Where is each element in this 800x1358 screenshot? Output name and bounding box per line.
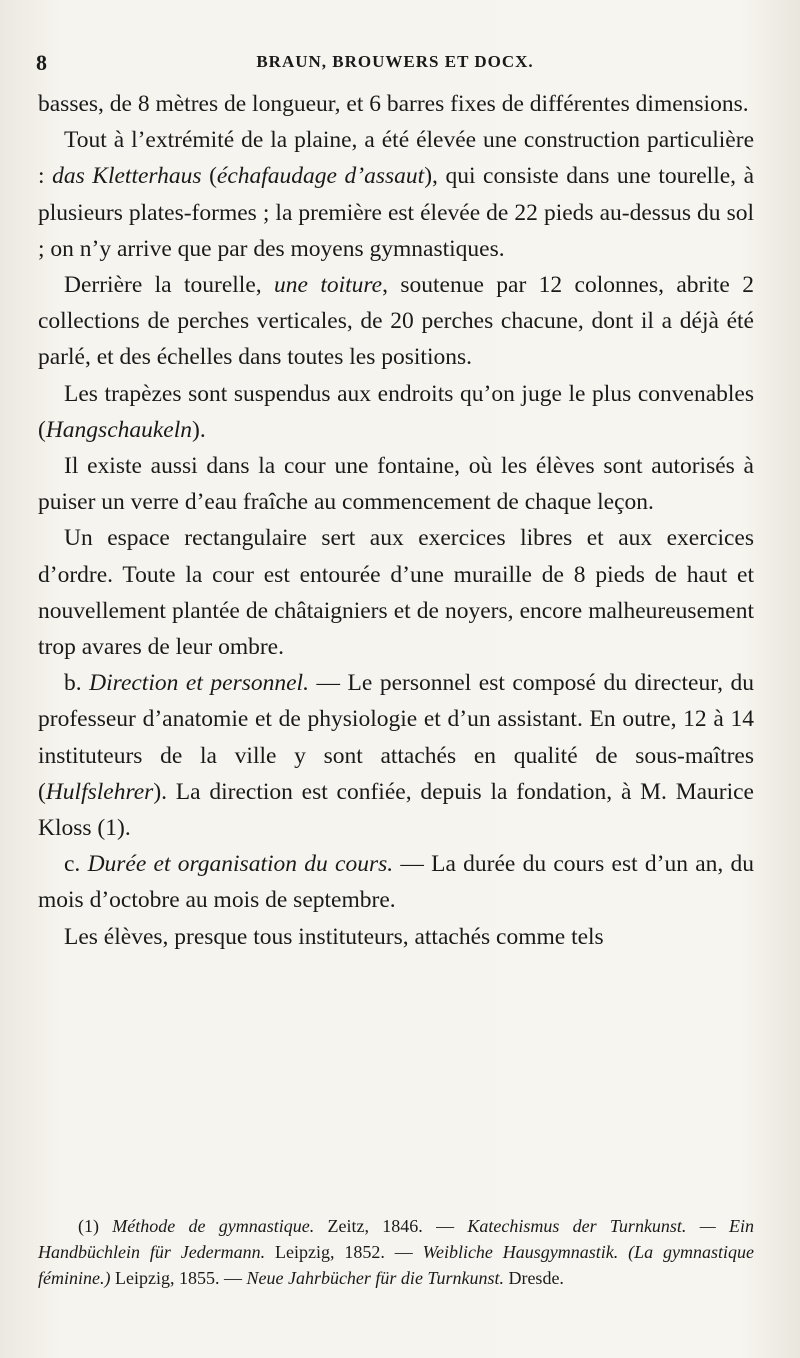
section-c-paragraph xyxy=(38,846,754,918)
text-span: , soutenue par 12 colonnes, abrite 2 collections de perches verticales, de 20 perches chacune, dont il a déjà été parlé, et des échelles dans toutes les positions. xyxy=(38,272,754,371)
text-span: Zeitz, 1846. — xyxy=(314,1216,468,1236)
section-heading: Direction et personnel. xyxy=(89,670,309,697)
section-b-paragraph xyxy=(38,665,754,846)
page-header xyxy=(36,50,754,74)
paragraph xyxy=(38,267,754,376)
text-span: — Le personnel est composé du directeur, du professeur d’anatomie et de physiologie et d’un assistant. En outre, 12 à 14 instituteurs de la ville y sont attachés en qualité de sous-maîtres ( xyxy=(38,670,754,805)
text-span: Derrière la tourelle, xyxy=(64,272,275,299)
paragraph xyxy=(38,919,754,955)
text-span: — La durée du cours est d’un an, du mois d’octobre au mois de septembre. xyxy=(38,851,755,914)
text-span: Les trapèzes sont suspendus aux endroits qu’on juge le plus convenables ( xyxy=(38,380,754,443)
paragraph xyxy=(38,376,754,448)
paragraph xyxy=(38,520,754,665)
text-span: ). La direction est confiée, depuis la fondation, à M. Maurice Kloss (1). xyxy=(38,778,754,842)
footnote xyxy=(38,1213,754,1291)
text-span: Tout à l’extrémité de la plaine, a été élevée une construction particulière : xyxy=(38,127,754,190)
section-letter: c. xyxy=(64,851,88,878)
paragraph xyxy=(38,448,754,520)
text-span: Les élèves, presque tous instituteurs, attachés comme tels xyxy=(64,923,604,950)
text-span: basses, de 8 mètres de longueur, et 6 barres fixes de différentes dimensions. xyxy=(38,91,749,117)
italic-term: das Kletterhaus xyxy=(52,163,202,190)
body-text xyxy=(38,86,754,955)
footnote-marker: (1) xyxy=(78,1216,113,1236)
italic-title: Méthode de gymnastique. xyxy=(112,1216,315,1236)
italic-title: Katechismus der Turnkunst. — Ein Handbüchlein für Jedermann. xyxy=(38,1216,754,1262)
italic-term: Hangschaukeln xyxy=(45,416,193,443)
footnotes xyxy=(38,1213,754,1291)
text-span: Dresde. xyxy=(503,1268,564,1288)
text-span: Leipzig, 1852. — xyxy=(265,1242,423,1262)
running-head: BRAUN, BROUWERS ET DOCX. xyxy=(256,52,534,71)
text-span: Il existe aussi dans la cour une fontaine, où les élèves sont autorisés à puiser un verre d’eau fraîche au commencement de chaque leçon. xyxy=(38,453,754,516)
text-span: Leipzig, 1855. — xyxy=(110,1268,247,1288)
italic-title: Neue Jahrbücher für die Turnkunst. xyxy=(246,1268,504,1288)
text-span: ). xyxy=(192,416,206,443)
italic-title: Weibliche Hausgymnastik. (La gymnastique féminine.) xyxy=(38,1242,754,1288)
italic-term: une toiture xyxy=(274,272,383,299)
text-span: ), qui consiste dans une tourelle, à plusieurs plates-formes ; la première est élevée de 22 pieds au-dessus du sol ; on n’y arrive que par des moyens gymnastiques. xyxy=(38,163,755,262)
paragraph xyxy=(38,122,754,267)
paragraph xyxy=(38,86,754,122)
page-number: 8 xyxy=(36,50,48,75)
text-span: Un espace rectangulaire sert aux exercices libres et aux exercices d’ordre. Toute la cour est entourée d’une muraille de 8 pieds de haut et nouvellement plantée de châtaigniers et de noyers, encore malheureusement trop avares de leur ombre. xyxy=(38,525,754,661)
section-letter: b. xyxy=(64,670,90,697)
italic-term: échafaudage d’assaut xyxy=(216,163,425,190)
section-heading: Durée et organisation du cours. xyxy=(87,851,394,878)
text-span: ( xyxy=(201,163,217,190)
italic-term: Hulfslehrer xyxy=(45,778,154,805)
